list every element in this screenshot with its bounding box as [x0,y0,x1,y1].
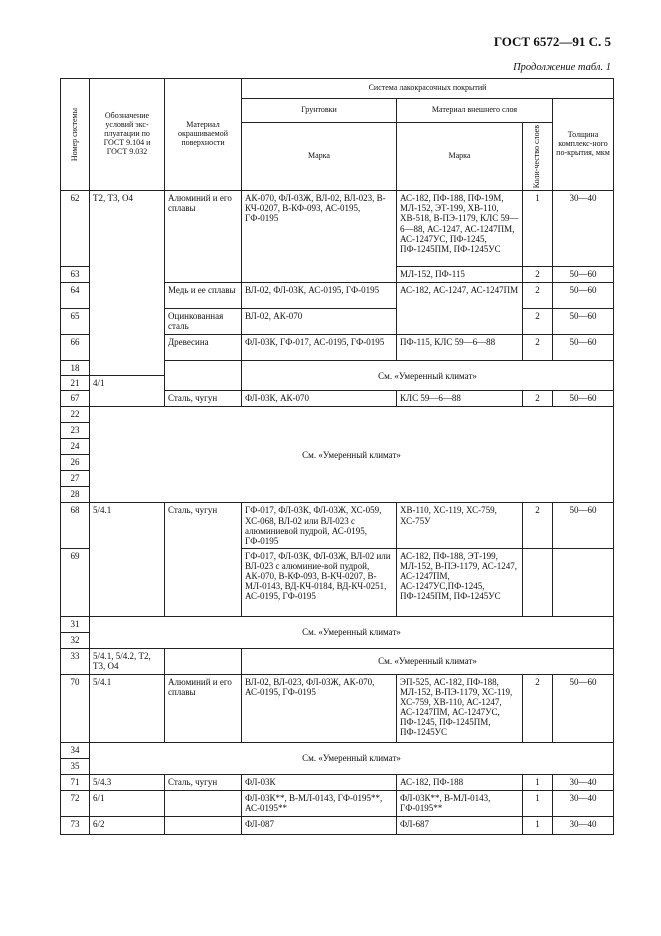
cell-thickness: 50—60 [553,309,614,335]
cell-primer: ФЛ-087 [242,816,397,834]
table-row [61,742,614,758]
cell-primer: ФЛ-03К, АК-070 [242,391,397,407]
cell-number: 28 [61,487,90,503]
cell-material: Алюминий и его сплавы [165,674,242,742]
cell-layers: 1 [523,191,553,267]
cell-thickness: 30—40 [553,191,614,267]
see-temperate-note: См. «Умеренный климат» [90,407,614,503]
cell-number: 24 [61,439,90,455]
cell-primer: ГФ-017, ФЛ-03К, ФЛ-03Ж, ВЛ-02 или ВЛ-023 с алюминие-вой пудрой, АК-070, В-КФ-093, В-КЧ-0207, В-МЛ-0143, ВД-КЧ-0184, ВД-КЧ-0251, АС-0195, ГФ-0195 [242,548,397,616]
table-row [61,616,614,632]
cell-number: 26 [61,455,90,471]
cell-thickness: 50—60 [553,503,614,548]
cell-number: 62 [61,191,90,267]
cell-outer: АС-182, ПФ-188, ПФ-19М, МЛ-152, ЭТ-199, ХВ-110, ХВ-518, В-ПЭ-1179, КЛС 59—6—88, АС-1247, АС-1247ПМ, АС-1247УС, ПФ-1245, ПФ-1245ПМ, ПФ-1245УС [397,191,523,267]
see-temperate-note: См. «Умеренный климат» [90,616,614,648]
cell-layers: 1 [523,774,553,790]
col-header-number: Номер системы [61,79,90,191]
table-row [61,503,614,548]
table-row [61,790,614,816]
cell-material: Алюминий и его сплавы [165,191,242,283]
cell-number: 18 [61,361,90,376]
col-header-thickness: Толщина комплекс-ного по-крытия, мкм [553,99,614,191]
col-header-primer: Грунтовки [242,99,397,123]
cell-material: Сталь, чугун [165,503,242,616]
cell-number: 65 [61,309,90,335]
cell-number: 70 [61,674,90,742]
cell-designation: 5/4.3 [90,774,165,790]
cell-outer: ХВ-110, ХС-119, ХС-759, ХС-75У [397,503,523,548]
cell-outer: АС-182, ПФ-188, ЭТ-199, МЛ-152, В-ПЭ-1179, АС-1247, АС-1247ПМ, АС-1247УС,ПФ-1245, ПФ-1245ПМ, ПФ-1245УС [397,548,523,616]
table-row [61,816,614,834]
cell-primer: ВЛ-02, АК-070 [242,309,397,335]
cell-outer: КЛС 59—6—88 [397,391,523,407]
cell-number: 69 [61,548,90,616]
cell-number: 68 [61,503,90,548]
cell-number: 71 [61,774,90,790]
cell-layers: 1 [523,816,553,834]
cell-designation: 5/4.1 [90,674,165,742]
cell-thickness: 50—60 [553,335,614,361]
cell-layers: 2 [523,267,553,283]
cell-number: 35 [61,758,90,774]
see-temperate-note: См. «Умеренный климат» [242,361,614,391]
cell-thickness: 50—60 [553,283,614,309]
cell-designation: 5/4.1 [90,503,165,616]
cell-thickness: 30—40 [553,816,614,834]
col-header-system: Система лакокрасочных покрытий [242,79,614,99]
cell-material: Сталь, чугун [165,774,242,790]
col-header-designation: Обозначение условий экс-плуатации по ГОСТ 9.104 и ГОСТ 9.032 [90,79,165,191]
cell-layers: 2 [523,391,553,407]
cell-outer: ЭП-525, АС-182, ПФ-188, МЛ-152, В-ПЭ-1179, ХС-119, ХС-759, ХВ-110, АС-1247, АС-1247ПМ, АС-1247УС, ПФ-1245, ПФ-1245ПМ, ПФ-1245УС [397,674,523,742]
cell-number: 72 [61,790,90,816]
col-header-layers: Коли-чество слоев [523,123,553,191]
cell-number: 32 [61,632,90,648]
cell-material: Древесина [165,335,242,361]
table-continuation-label: Продолжение табл. 1 [513,62,611,73]
table-row [61,774,614,790]
cell-designation: 4/1 [90,376,165,407]
cell-outer: МЛ-152, ПФ-115 [397,267,523,283]
cell-layers: 2 [523,283,553,309]
cell-outer: ПФ-115, КЛС 59—6—88 [397,335,523,361]
cell-thickness: 50—60 [553,391,614,407]
cell-number: 23 [61,423,90,439]
cell-number: 63 [61,267,90,283]
col-header-outer-mark: Марка [397,123,523,191]
col-header-primer-mark: Марка [242,123,397,191]
cell-material: Сталь, чугун [165,391,242,407]
cell-material: Медь и ее сплавы [165,283,242,309]
cell-designation: 5/4.1, 5/4.2, Т2, Т3, О4 [90,648,165,674]
cell-layers: 2 [523,309,553,335]
cell-thickness: 30—40 [553,774,614,790]
cell-designation: 6/2 [90,816,165,834]
table-row [61,407,614,423]
cell-outer: ФЛ-03К**, В-МЛ-0143, ГФ-0195** [397,790,523,816]
cell-thickness: 50—60 [553,267,614,283]
coating-systems-table [60,78,614,835]
cell-number: 27 [61,471,90,487]
cell-primer: ФЛ-03К**, В-МЛ-0143, ГФ-0195**, АС-0195** [242,790,397,816]
cell-thickness: 50—60 [553,674,614,742]
cell-number: 21 [61,376,90,391]
cell-designation: Т2, Т3, О4 [90,191,165,376]
cell-number: 66 [61,335,90,361]
cell-number: 67 [61,391,90,407]
cell-primer: ВЛ-02, ФЛ-03К, АС-0195, ГФ-0195 [242,283,397,309]
col-header-material: Материал окрашиваемой поверхности [165,79,242,191]
cell-outer: АС-182, ПФ-188 [397,774,523,790]
cell-number: 22 [61,407,90,423]
cell-primer: ГФ-017, ФЛ-03К, ФЛ-03Ж, ХС-059, ХС-068, ВЛ-02 или ВЛ-023 с алюминиевой пудрой, АС-0195, ГФ-0195 [242,503,397,548]
cell-outer: АС-182, АС-1247, АС-1247ПМ [397,283,523,335]
table-row [61,191,614,267]
see-temperate-note: См. «Умеренный климат» [242,648,614,674]
cell-material: Оцинкованная сталь [165,309,242,335]
cell-outer: ФЛ-687 [397,816,523,834]
table-row [61,648,614,674]
cell-thickness: 30—40 [553,790,614,816]
cell-primer: ВЛ-02, ВЛ-023, ФЛ-03Ж, АК-070, АС-0195, ГФ-0195 [242,674,397,742]
cell-layers: 2 [523,503,553,548]
cell-number: 64 [61,283,90,309]
col-header-outer-layer: Материал внешнего слоя [397,99,553,123]
cell-layers: 2 [523,335,553,361]
cell-number: 34 [61,742,90,758]
cell-primer: ФЛ-03К, ГФ-017, АС-0195, ГФ-0195 [242,335,397,361]
cell-primer: АК-070, ФЛ-03Ж, ВЛ-02, ВЛ-023, В-КЧ-0207, В-КФ-093, АС-0195, ГФ-0195 [242,191,397,283]
cell-designation: 6/1 [90,790,165,816]
cell-number: 73 [61,816,90,834]
cell-number: 31 [61,616,90,632]
cell-number: 33 [61,648,90,674]
page-header: ГОСТ 6572—91 С. 5 [493,34,611,49]
cell-layers: 2 [523,674,553,742]
table-row [61,674,614,742]
cell-primer: ФЛ-03К [242,774,397,790]
cell-layers: 1 [523,790,553,816]
see-temperate-note: См. «Умеренный климат» [90,742,614,774]
